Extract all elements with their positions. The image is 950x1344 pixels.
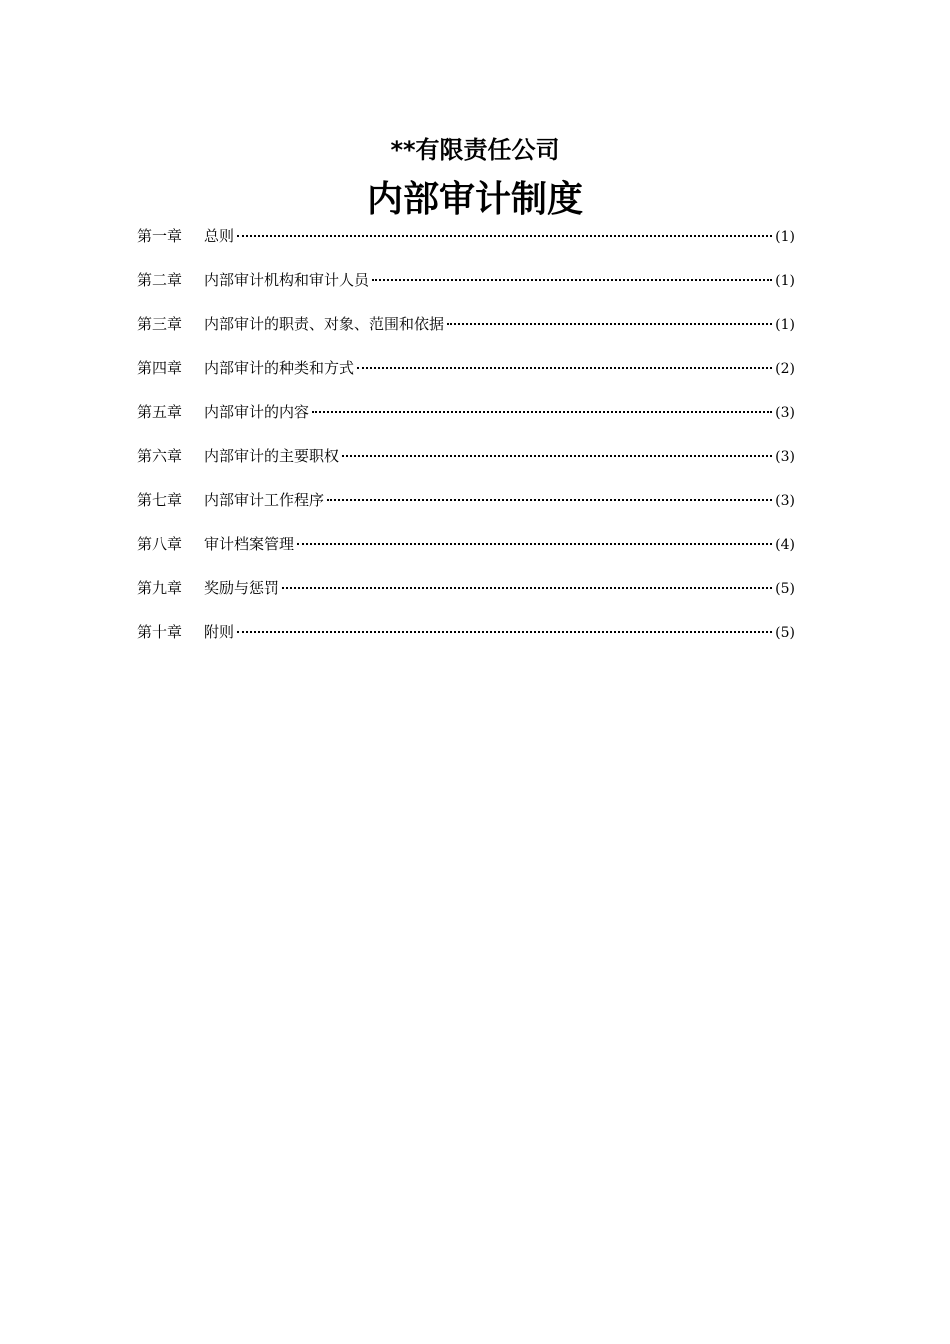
company-name: **有限责任公司	[390, 136, 560, 164]
toc-dot-leader	[297, 543, 772, 545]
toc-chapter-title: 审计档案管理	[204, 535, 295, 553]
toc-chapter-title: 内部审计机构和审计人员	[204, 271, 370, 289]
toc-chapter-title: 附则	[204, 623, 235, 641]
toc-dot-leader	[237, 235, 772, 237]
toc-chapter-number: 第二章	[137, 271, 183, 289]
table-of-contents	[137, 224, 795, 664]
toc-entry[interactable]	[137, 224, 795, 268]
toc-entry[interactable]	[137, 532, 795, 576]
toc-entry[interactable]	[137, 576, 795, 620]
toc-page-number: (3)	[775, 405, 795, 421]
toc-chapter-number: 第三章	[137, 315, 183, 333]
toc-entry[interactable]	[137, 620, 795, 664]
toc-chapter-number: 第八章	[137, 535, 183, 553]
toc-dot-leader	[282, 587, 772, 589]
toc-chapter-title: 内部审计的内容	[204, 403, 310, 421]
toc-dot-leader	[327, 499, 772, 501]
toc-entry[interactable]	[137, 488, 795, 532]
toc-chapter-number: 第五章	[137, 403, 183, 421]
toc-chapter-title: 内部审计的种类和方式	[204, 359, 355, 377]
document-title: 内部审计制度	[366, 179, 583, 220]
toc-chapter-title: 内部审计的职责、对象、范围和依据	[204, 315, 445, 333]
toc-dot-leader	[372, 279, 772, 281]
toc-dot-leader	[357, 367, 772, 369]
toc-chapter-number: 第九章	[137, 579, 183, 597]
toc-chapter-number: 第十章	[137, 623, 183, 641]
toc-page-number: (3)	[775, 493, 795, 509]
toc-page-number: (1)	[775, 273, 795, 289]
toc-page-number: (5)	[775, 581, 795, 597]
toc-dot-leader	[447, 323, 772, 325]
toc-entry[interactable]	[137, 356, 795, 400]
toc-entry[interactable]	[137, 400, 795, 444]
toc-chapter-number: 第一章	[137, 227, 183, 245]
toc-page-number: (1)	[775, 229, 795, 245]
toc-chapter-title: 内部审计的主要职权	[204, 447, 340, 465]
toc-chapter-number: 第七章	[137, 491, 183, 509]
toc-page-number: (1)	[775, 317, 795, 333]
toc-dot-leader	[312, 411, 772, 413]
toc-entry[interactable]	[137, 444, 795, 488]
toc-chapter-number: 第四章	[137, 359, 183, 377]
toc-dot-leader	[237, 631, 772, 633]
toc-dot-leader	[342, 455, 772, 457]
toc-chapter-title: 奖励与惩罚	[204, 579, 280, 597]
toc-page-number: (3)	[775, 449, 795, 465]
toc-chapter-title: 内部审计工作程序	[204, 491, 325, 509]
toc-page-number: (4)	[775, 537, 795, 553]
toc-chapter-title: 总则	[204, 227, 235, 245]
toc-page-number: (5)	[775, 625, 795, 641]
toc-entry[interactable]	[137, 268, 795, 312]
toc-chapter-number: 第六章	[137, 447, 183, 465]
toc-page-number: (2)	[775, 361, 795, 377]
toc-entry[interactable]	[137, 312, 795, 356]
